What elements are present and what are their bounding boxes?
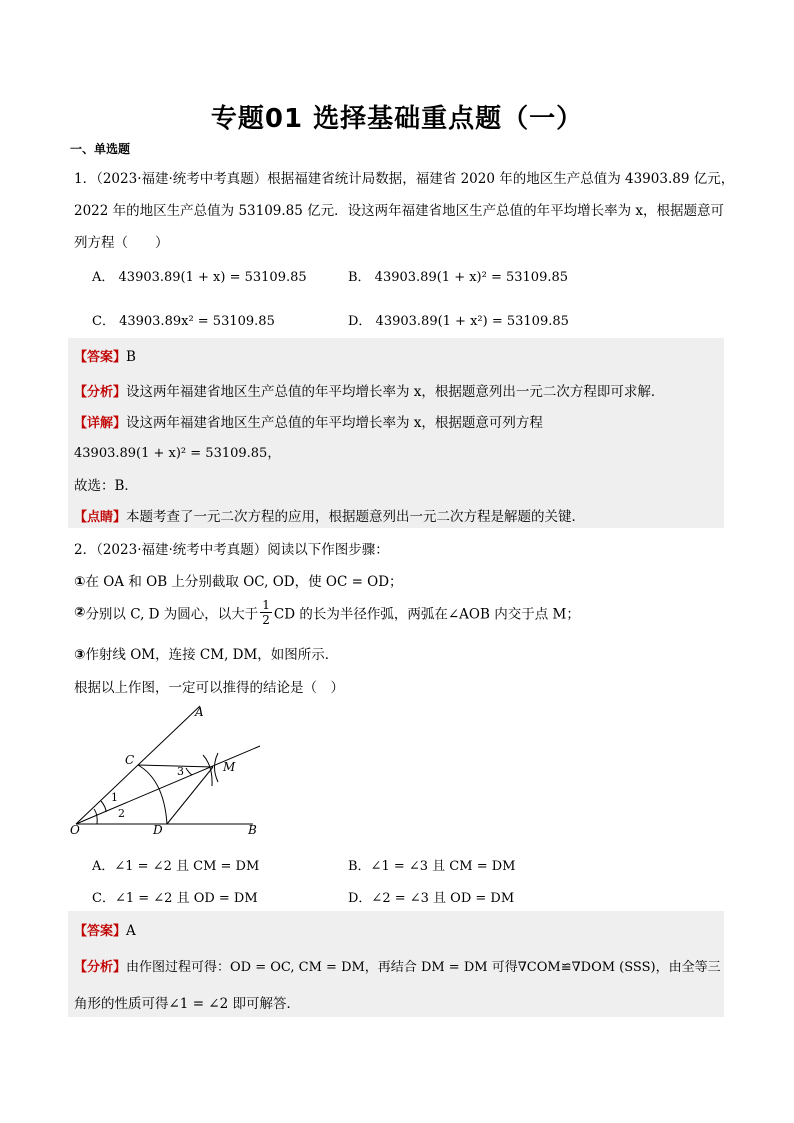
label-o: O xyxy=(70,823,80,837)
q1-stem-line3: 列方程（ ） xyxy=(74,235,169,251)
angle-label-1: 1 xyxy=(111,791,118,804)
q1-comment: 本题考查了一元二次方程的应用，根据题意列出一元二次方程是解题的关键． xyxy=(126,509,586,525)
angle-arc-3 xyxy=(186,768,192,775)
arc-from-d xyxy=(215,753,219,782)
label-b: B xyxy=(248,823,257,837)
label-a: A xyxy=(195,705,204,719)
q1-detail-tag: 【详解】 xyxy=(74,416,127,431)
label-m: M xyxy=(223,760,236,774)
q2-analysis-line2: 角形的性质可得∠1 = ∠2 即可解答． xyxy=(74,996,300,1012)
q1-detail: 设这两年福建省地区生产总值的年平均增长率为 x，根据题意可列方程 xyxy=(126,415,543,431)
q1-option-a: A． 43903.89(1 + x) = 53109.85 xyxy=(92,270,307,285)
q2-option-d: D．∠2 = ∠3 且 OD = DM xyxy=(348,891,515,906)
step1-text: 在 OA 和 OB 上分别截取 OC, OD，使 OC = OD； xyxy=(85,574,403,590)
arc-cd xyxy=(138,765,167,824)
segment-cm xyxy=(138,765,213,767)
step2-number: ② xyxy=(74,604,86,621)
q1-choose: 故选：B． xyxy=(74,478,138,494)
q1-equation: 43903.89(1 + x)² = 53109.85， xyxy=(74,446,281,461)
step2-text-b: CD 的长为半径作弧，两弧在∠AOB 内交于点 M； xyxy=(273,606,580,623)
angle-label-2: 2 xyxy=(118,807,125,820)
q2-step3 xyxy=(74,643,338,663)
label-d: D xyxy=(153,823,163,837)
q2-answer: A xyxy=(126,923,136,939)
q1-answer-row xyxy=(74,346,136,365)
q1-option-d: D． 43903.89(1 + x²) = 53109.85 xyxy=(348,314,569,329)
q1-stem-line1: 1．（2023·福建·统考中考真题）根据福建省统计局数据，福建省 2020 年的地区生产总值为 43903.89 亿元， xyxy=(74,171,735,187)
q1-analysis-tag: 【分析】 xyxy=(74,385,127,400)
fraction-denominator: 2 xyxy=(262,613,270,627)
angle-label-3: 3 xyxy=(177,765,184,778)
q1-comment-tag: 【点睛】 xyxy=(74,510,127,525)
angle-arc-1 xyxy=(101,801,106,812)
q2-step2 xyxy=(74,598,580,632)
q2-analysis-tag: 【分析】 xyxy=(74,960,127,975)
q2-answer-row xyxy=(74,920,136,939)
q2-step1 xyxy=(74,570,403,590)
q1-option-c: C． 43903.89x² = 53109.85 xyxy=(92,314,275,329)
fraction-one-half xyxy=(260,598,272,627)
q2-option-a: A．∠1 = ∠2 且 CM = DM xyxy=(92,859,260,874)
q1-analysis-row xyxy=(74,380,664,400)
q1-answer: B xyxy=(126,349,136,365)
q1-option-b: B． 43903.89(1 + x)² = 53109.85 xyxy=(348,270,569,285)
step3-number: ③ xyxy=(74,647,86,663)
page-title: 专题01 选择基础重点题（一） xyxy=(210,104,584,134)
q2-stem-line1: 2．（2023·福建·统考中考真题）阅读以下作图步骤： xyxy=(74,542,389,558)
q1-stem-line2: 2022 年的地区生产总值为 53109.85 亿元．设这两年福建省地区生产总值的年平均增长率为 x，根据题意可 xyxy=(74,203,725,219)
step3-text: 作射线 OM，连接 CM, DM，如图所示． xyxy=(85,647,339,663)
fraction-numerator: 1 xyxy=(262,598,270,612)
step2-text-a: 分别以 C, D 为圆心，以大于 xyxy=(85,606,259,623)
q1-comment-row xyxy=(74,505,585,525)
step1-number: ① xyxy=(74,574,86,590)
q1-solution-box xyxy=(68,338,724,528)
geometry-figure xyxy=(68,700,278,845)
label-c: C xyxy=(125,753,135,767)
arc-from-c xyxy=(203,755,212,786)
q2-question: 根据以上作图，一定可以推得的结论是（ ） xyxy=(74,680,344,696)
q1-answer-tag: 【答案】 xyxy=(74,350,127,365)
q2-analysis-row xyxy=(74,956,721,975)
ray-om xyxy=(76,746,260,824)
q1-analysis: 设这两年福建省地区生产总值的年平均增长率为 x，根据题意列出一元二次方程即可求解． xyxy=(126,384,665,400)
q2-option-b: B．∠1 = ∠3 且 CM = DM xyxy=(348,859,516,874)
q1-detail-row xyxy=(74,411,543,431)
q2-option-c: C．∠1 = ∠2 且 OD = DM xyxy=(92,891,258,906)
q2-answer-tag: 【答案】 xyxy=(74,924,127,939)
section-heading: 一、单选题 xyxy=(70,142,131,156)
q2-analysis-line1: 由作图过程可得：OD = OC, CM = DM，再结合 DM = DM 可得∇COM≌∇DOM (SSS)，由全等三 xyxy=(126,960,721,975)
